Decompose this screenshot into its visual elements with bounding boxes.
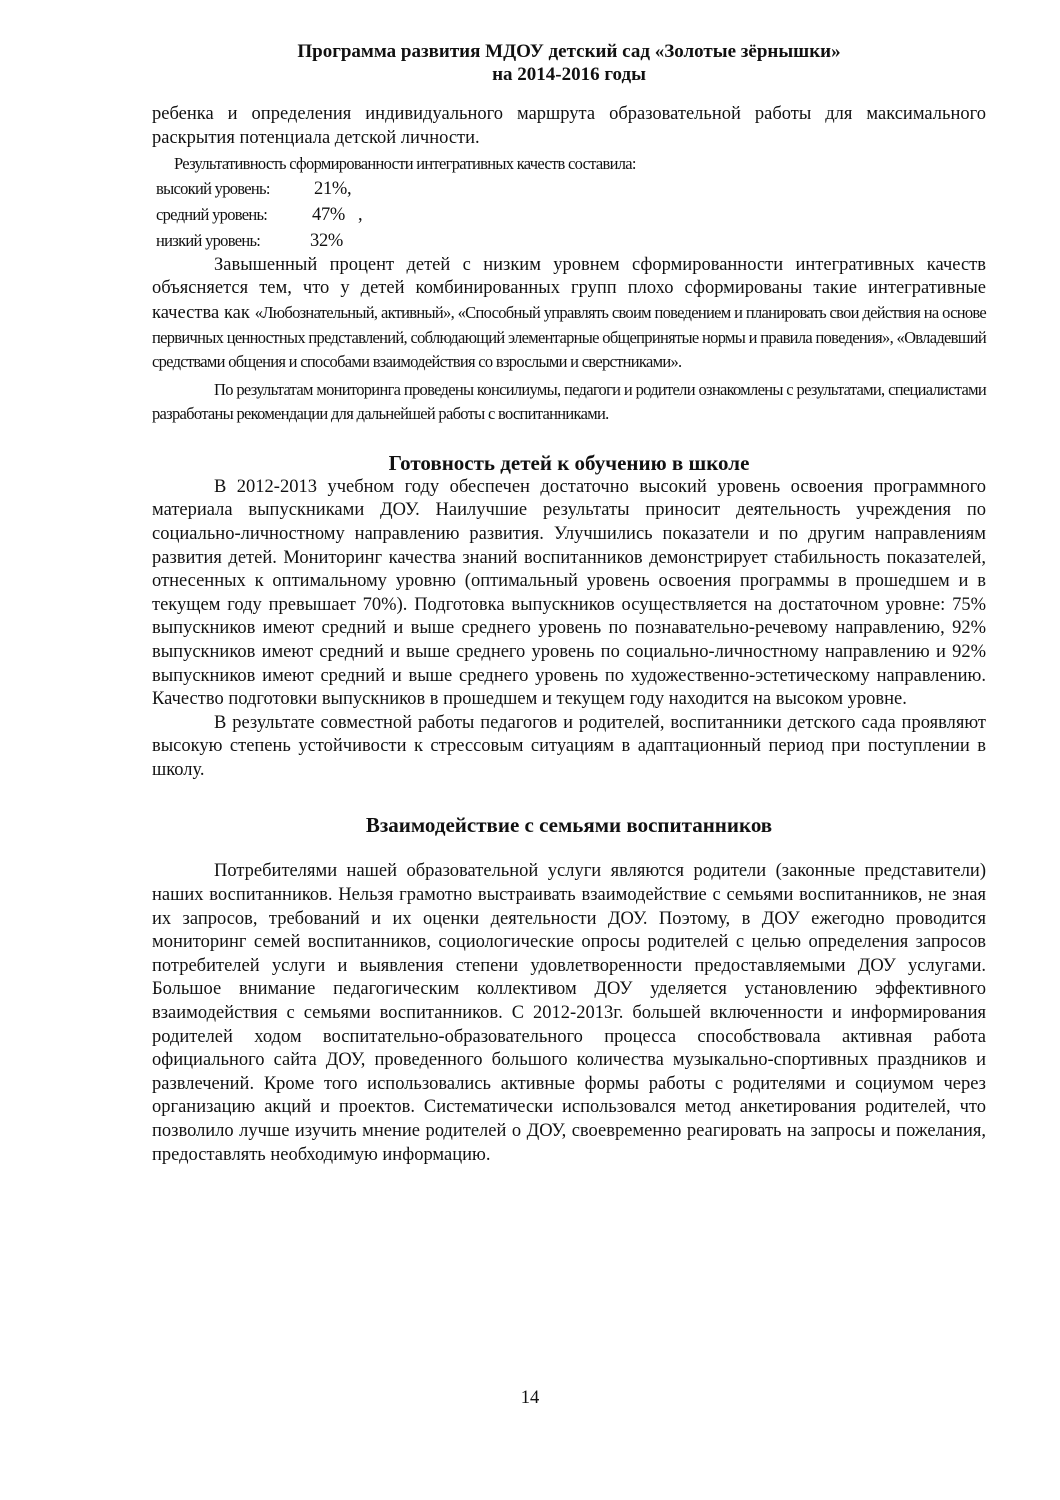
school-readiness-paragraph-2: В результате совместной работы педагогов и родителей, воспитанники детского сада проявляют высокую степень устойчивости к стрессовым ситуациям в адаптационный период при поступлении в школу.	[152, 712, 986, 780]
page-number: 14	[520, 1388, 540, 1408]
level-value: 47% ,	[312, 204, 363, 225]
level-row-medium	[152, 202, 986, 228]
explanation-text: Завышенный процент детей с низким уровнем сформированности интегративных качеств объясняется тем, что у детей комбинированных групп плохо сформированы такие интегративные качества как	[152, 254, 986, 323]
header-title: Программа развития МДОУ детский сад «Золотые зёрнышки»	[297, 41, 841, 62]
monitoring-paragraph: По результатам мониторинга проведены консилиумы, педагоги и родители ознакомлены с результатами, специалистами разработаны рекомендации для дальнейшей работы с воспитанниками.	[152, 379, 986, 423]
level-label: низкий уровень:	[156, 230, 261, 250]
header-years: на 2014-2016 годы	[492, 64, 646, 85]
levels-list	[152, 176, 986, 254]
document-body	[152, 103, 986, 1167]
family-interaction-paragraph: Потребителями нашей образовательной услуги являются родители (законные представители) наших воспитанников. Нельзя грамотно выстраивать взаимодействие с семьями воспитанников, не зная их запросов, требований и их оценки деятельности ДОУ. Поэтому, в ДОУ ежегодно проводится мониторинг семей воспитанников, социологические опросы родителей с целью определения запросов потребителей услуги и выявления степени удовлетворенности предоставляемыми ДОУ услугами. Большое внимание педагогическим коллективом ДОУ уделяется установлению эффективного взаимодействия с семьями воспитанников. С 2012-2013г. большей включенности и информирования родителей ходом воспитательно-образовательного процесса способствовала активная работа официального сайта ДОУ, проведенного большого количества музыкально-спортивных праздников и развлечений. Кроме того использовались активные формы работы с родителями и социумом через организацию акций и проектов. Систематически использовался метод анкетирования родителей, что позволило лучше изучить мнение родителей о ДОУ, своевременно реагировать на запросы и пожелания, предоставлять необходимую информацию.	[152, 861, 986, 1165]
school-readiness-paragraph-1: В 2012-2013 учебном году обеспечен достаточно высокий уровень освоения программного материала выпускниками ДОУ. Наилучшие результаты приносит деятельность учреждения по социально-личностному направлению развития. Улучшились показатели и по другим направлениям развития детей. Мониторинг качества знаний воспитанников демонстрирует стабильность показателей, отнесенных к оптимальному уровню (оптимальный уровень освоения программы в прошедшем и в текущем году превышает 70%). Подготовка выпускников осуществляется на достаточном уровне: 75% выпускников имеют средний и выше среднего уровень по познавательно-речевому направлению, 92% выпускников имеют средний и выше среднего уровень по социально-личностному направлению и 92% выпускников имеют средний и выше среднего уровень по художественно-эстетическому направлению. Качество подготовки выпускников в прошедшем и текущем году находится на высоком уровне.	[152, 476, 986, 710]
level-label: средний уровень:	[156, 204, 268, 224]
section-title-family-interaction: Взаимодействие с семьями воспитанников	[365, 813, 773, 838]
level-value: 32%	[310, 230, 344, 251]
explanation-paragraph	[152, 254, 986, 375]
level-row-low	[152, 228, 986, 254]
integrative-qualities-text: «Любознательный, активный», «Способный управлять своим поведением и планировать свои действия на основе первичных ценностных представлений, соблюдающий элементарные общепринятые нормы и правила поведения», «Овладевший средствами общения и способами взаимодействия со взрослыми и сверстниками».	[152, 302, 986, 372]
results-intro: Результативность сформированности интегративных качеств составила:	[174, 154, 636, 174]
section-title-school-readiness: Готовность детей к обучению в школе	[388, 450, 750, 475]
level-label: высокий уровень:	[156, 178, 270, 198]
level-value: 21%,	[314, 178, 352, 199]
level-row-high	[152, 176, 986, 202]
intro-paragraph: ребенка и определения индивидуального маршрута образовательной работы для максимального раскрытия потенциала детской личности.	[152, 104, 986, 148]
page-header	[152, 40, 986, 86]
